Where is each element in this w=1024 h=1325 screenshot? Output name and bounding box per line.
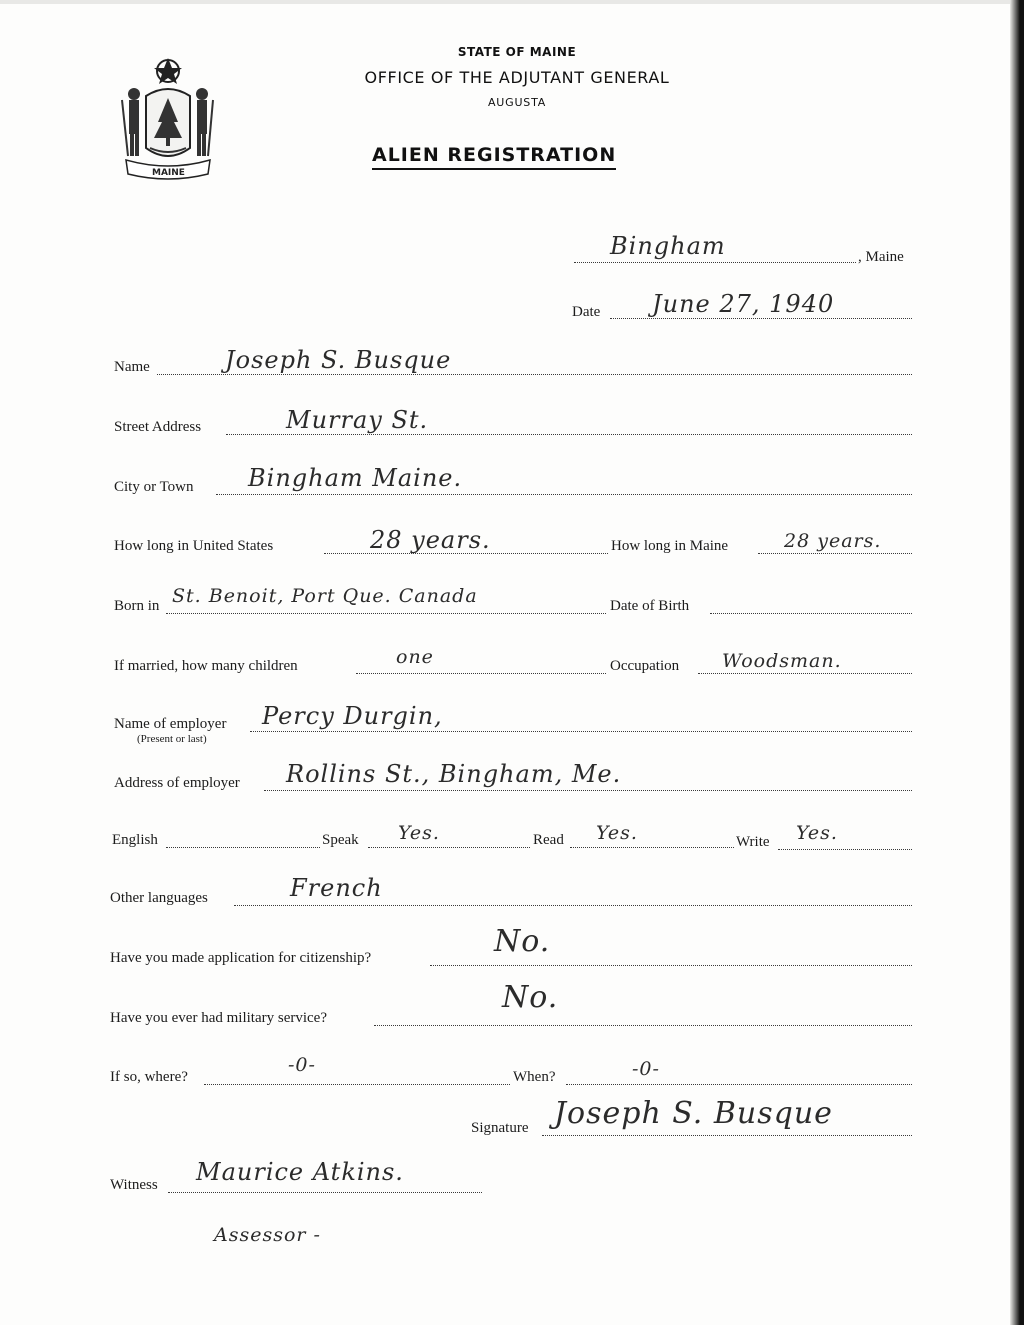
seal-label: MAINE xyxy=(152,168,185,178)
occupation-value: Woodsman. xyxy=(722,650,842,672)
city-line xyxy=(216,494,912,495)
born-in-label: Born in xyxy=(114,598,160,614)
other-languages-label: Other languages xyxy=(110,890,208,906)
occupation-line xyxy=(698,673,912,674)
when-line xyxy=(566,1084,912,1085)
place-line xyxy=(574,262,856,263)
name-label: Name xyxy=(114,359,150,375)
read-value: Yes. xyxy=(596,822,638,844)
born-in-value: St. Benoit, Port Que. Canada xyxy=(172,585,478,607)
date-of-birth-line xyxy=(710,613,912,614)
citizenship-value: No. xyxy=(494,924,551,959)
employer-name-label: Name of employer xyxy=(114,716,227,732)
name-value: Joseph S. Busque xyxy=(225,346,452,374)
english-label: English xyxy=(112,832,158,848)
write-label: Write xyxy=(736,834,770,850)
speak-label: Speak xyxy=(322,832,359,848)
street-address-label: Street Address xyxy=(114,419,202,435)
other-languages-line xyxy=(234,905,912,906)
date-value: June 27, 1940 xyxy=(652,290,835,318)
other-languages-value: French xyxy=(290,874,383,902)
employer-address-line xyxy=(264,790,912,791)
employer-name-line xyxy=(250,731,912,732)
date-line xyxy=(610,318,912,319)
employer-name-sublabel: (Present or last) xyxy=(137,733,207,745)
date-label: Date xyxy=(572,304,601,320)
signature-value: Joseph S. Busque xyxy=(554,1096,833,1131)
how-long-us-value: 28 years. xyxy=(370,526,491,554)
employer-address-value: Rollins St., Bingham, Me. xyxy=(286,760,622,788)
where-value: -0- xyxy=(288,1054,316,1076)
witness-line xyxy=(168,1192,482,1193)
children-label: If married, how many children xyxy=(114,658,298,674)
when-value: -0- xyxy=(632,1058,660,1080)
top-edge xyxy=(0,0,1024,4)
when-label: When? xyxy=(513,1069,556,1085)
how-long-maine-line xyxy=(758,553,912,554)
employer-name-value: Percy Durgin, xyxy=(262,702,443,730)
occupation-label: Occupation xyxy=(610,658,680,674)
born-in-line xyxy=(166,613,606,614)
employer-address-label: Address of employer xyxy=(114,775,240,791)
witness-title: Assessor - xyxy=(214,1224,321,1246)
city-label: City or Town xyxy=(114,479,194,495)
name-line xyxy=(157,374,912,375)
state-heading: STATE OF MAINE xyxy=(457,45,577,59)
military-value: No. xyxy=(502,980,559,1015)
street-address-value: Murray St. xyxy=(286,406,429,434)
speak-value: Yes. xyxy=(398,822,440,844)
witness-label: Witness xyxy=(110,1177,158,1193)
read-label: Read xyxy=(533,832,564,848)
read-line xyxy=(570,847,734,848)
city-heading: AUGUSTA xyxy=(487,96,547,109)
citizenship-line xyxy=(430,965,912,966)
maine-label: , Maine xyxy=(858,249,904,265)
witness-value: Maurice Atkins. xyxy=(196,1158,404,1186)
street-address-line xyxy=(226,434,912,435)
how-long-us-label: How long in United States xyxy=(114,538,274,554)
office-heading: OFFICE OF THE ADJUTANT GENERAL xyxy=(364,68,670,87)
write-line xyxy=(778,849,912,850)
military-label: Have you ever had military service? xyxy=(110,1010,327,1026)
where-line xyxy=(204,1084,510,1085)
scan-edge xyxy=(1010,0,1024,1325)
how-long-maine-value: 28 years. xyxy=(784,530,882,552)
military-line xyxy=(374,1025,912,1026)
city-value: Bingham Maine. xyxy=(248,464,463,492)
place-value: Bingham xyxy=(610,232,726,260)
signature-label: Signature xyxy=(471,1120,529,1136)
date-of-birth-label: Date of Birth xyxy=(610,598,690,614)
form-title: ALIEN REGISTRATION xyxy=(372,144,616,170)
signature-line xyxy=(542,1135,912,1136)
english-line xyxy=(166,847,320,848)
where-label: If so, where? xyxy=(110,1069,188,1085)
citizenship-label: Have you made application for citizenship? xyxy=(110,950,372,966)
children-line xyxy=(356,673,606,674)
how-long-maine-label: How long in Maine xyxy=(611,538,729,554)
speak-line xyxy=(368,847,530,848)
write-value: Yes. xyxy=(796,822,838,844)
children-value: one xyxy=(396,646,434,668)
